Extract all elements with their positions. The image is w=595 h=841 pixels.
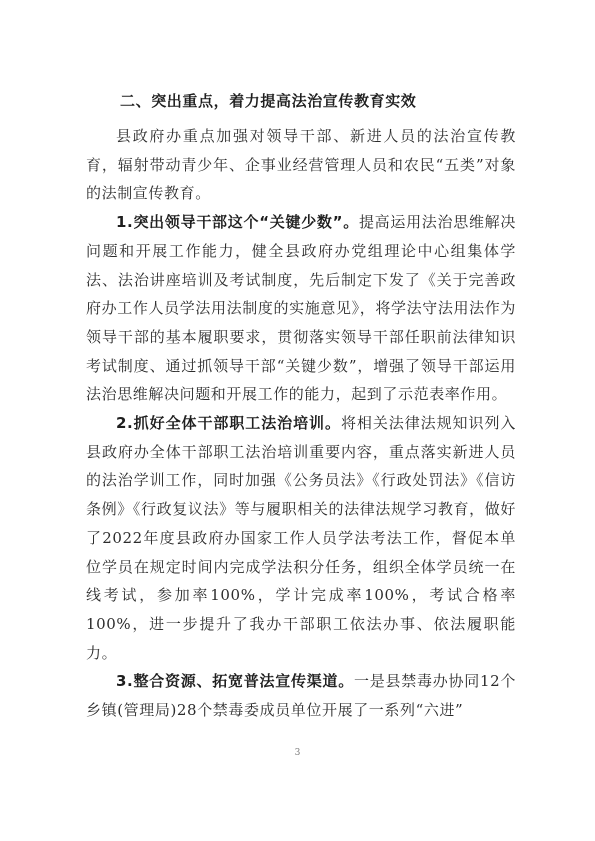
body-text (86, 122, 516, 725)
paragraph-leaders (86, 208, 516, 409)
paragraph-training-lead: 2.抓好全体干部职工法治培训。 (116, 414, 341, 433)
paragraph-resources (86, 667, 516, 724)
paragraph-training (86, 409, 516, 667)
section-heading: 二、突出重点，着力提高法治宣传教育实效 (120, 92, 417, 110)
page-number: 3 (294, 748, 301, 758)
paragraph-leaders-text: 提高运用法治思维解决问题和开展工作能力，健全县政府办党组理论中心组集体学法、法治讲座培训及考试制度，先后制定下发了《关于完善政府办工作人员学法用法制度的实施意见》，将学法守法用法作为领导干部的基本履职要求，贯彻落实领导干部任职前法律知识考试制度、通过抓领导干部“关键少数”，增强了领导干部运用法治思维解决问题和开展工作的能力，起到了示范表率作用。 (86, 213, 516, 404)
intro-paragraph: 县政府办重点加强对领导干部、新进人员的法治宣传教育，辐射带动青少年、企事业经营管理人员和农民“五类”对象的法制宣传教育。 (86, 127, 516, 203)
paragraph-resources-lead: 3.整合资源、拓宽普法宣传渠道。 (116, 672, 354, 691)
paragraph-leaders-lead: 1.突出领导干部这个“关键少数”。 (116, 213, 359, 232)
paragraph-training-text: 将相关法律法规知识列入县政府办全体干部职工法治培训重要内容，重点落实新进人员的法治学训工作，同时加强《公务员法》《行政处罚法》《信访条例》《行政复议法》等与履职相关的法律法规学习教育，做好了2022年度县政府办国家工作人员学法考法工作，督促本单位学员在规定时间内完成学法积分任务，组织全体学员统一在线考试，参加率100%，学计完成率100%，考试合格率100%，进一步提升了我办干部职工依法办事、依法履职能力。 (86, 414, 516, 662)
paragraph-resources-text: 一是县禁毒办协同12个乡镇(管理局)28个禁毒委成员单位开展了一系列“六进” (86, 672, 516, 720)
